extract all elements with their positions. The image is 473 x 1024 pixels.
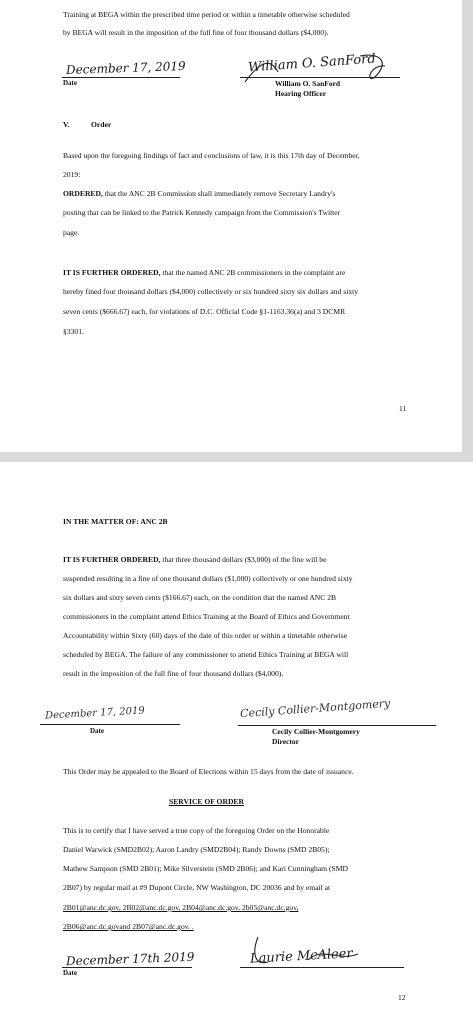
signature-flourish: [248, 932, 378, 972]
handwritten-signature: Laurie McAleer: [249, 946, 354, 967]
body-text-line: §3301.: [63, 327, 84, 336]
handwritten-signature: William O. SanFord: [247, 51, 377, 76]
date-label: Date: [63, 969, 77, 977]
further-lead: IT IS FURTHER ORDERED,: [63, 555, 161, 564]
ordered-text: that the ANC 2B Commission shall immediately remove Secretary Landry's: [102, 189, 336, 198]
body-text-line: page.: [63, 228, 80, 237]
handwritten-date: December 17th 2019: [65, 949, 195, 969]
body-text-line: six dollars and sixty seven cents ($166.67) each, on the condition that the named ANC 2B: [63, 593, 337, 602]
body-text-line: Training at BEGA within the prescribed time period or within a timetable otherwise scheduled: [63, 10, 350, 19]
page-number: 12: [398, 993, 406, 1002]
body-text-line: Accountability within Sixty (60) days of the date of this order or within a timetable otherwise: [63, 631, 348, 640]
handwritten-signature: Cecily Collier-Montgomery: [239, 696, 391, 721]
document-page-12: [0, 462, 473, 1024]
body-text-line: hereby fined four thousand dollars ($4,000) collectively or six hundred sixty six dollars and sixty: [63, 287, 359, 296]
body-text-line: seven cents ($666.67) each, for violations of D.C. Official Code §1-1163.36(a) and 3 DCMR: [63, 307, 346, 316]
document-page-11: [0, 0, 462, 452]
ordered-lead: ORDERED,: [63, 189, 103, 198]
body-text-line: Mathew Sampson (SMD 2B01); Mike Silverstein (SMD 2B06); and Kari Cunningham (SMD: [63, 864, 348, 873]
body-text-line: scheduled by BEGA. The failure of any commissioner to attend Ethics Training at BEGA will: [63, 650, 349, 659]
body-text-line: result in the imposition of the full fine of four thousand dollars ($4,000).: [63, 669, 284, 678]
signature-line: [62, 967, 192, 968]
body-text-line: suspended resulting in a fine of one thousand dollars ($1,000) collectively or one hundred sixty: [63, 574, 353, 583]
matter-header: IN THE MATTER OF: ANC 2B: [63, 517, 168, 526]
service-title: SERVICE OF ORDER: [169, 797, 244, 806]
signature-line: [238, 725, 436, 726]
body-text-line: by BEGA will result in the imposition of the full fine of four thousand dollars ($4,000).: [63, 28, 329, 37]
appeal-notice: This Order may be appealed to the Board of Elections within 15 days from the date of issuance.: [63, 767, 354, 776]
ordered-line: [63, 189, 335, 199]
signature-line: [40, 724, 180, 725]
further-text: that three thousand dollars ($3,000) of the fine will be: [160, 555, 327, 564]
body-text-line: 2019:: [63, 170, 81, 179]
signer-title: Hearing Officer: [275, 89, 327, 98]
body-text-line: posting that can be linked to the Patrick Kennedy campaign from the Commission's Twitter: [63, 208, 341, 217]
body-text-line: This is to certify that I have served a true copy of the foregoing Order on the Honorable: [63, 826, 330, 835]
body-text-line: Daniel Warwick (SMD2B02); Aaron Landry (SMD2B04); Randy Downs (SMD 2B05);: [63, 845, 330, 854]
section-number: V.: [63, 120, 70, 129]
handwritten-date: December 17, 2019: [65, 58, 186, 78]
date-label: Date: [63, 79, 77, 87]
signer-name: William O. SanFord: [275, 79, 341, 88]
further-lead: IT IS FURTHER ORDERED,: [63, 268, 161, 277]
email-list-line: 2B01@anc.dc.gov, 2B02@anc.dc.gov, 2B04@anc.dc.gov, 2b05@anc.dc.gov,: [63, 903, 299, 912]
further-text: that the named ANC 2B commissioners in the complaint are: [160, 268, 346, 277]
director-title: Director: [272, 737, 299, 746]
signature-line: [62, 77, 180, 78]
director-name: Cecily Collier-Montgomery: [272, 727, 360, 736]
body-text-line: 2B07) by regular mail at #9 Dupont Circle, NW Washington, DC 20036 and by email at: [63, 883, 331, 892]
email-list-line: 2B06@anc.dc.govand 2B07@anc.dc.gov. .: [63, 922, 194, 931]
signature-line: [240, 967, 404, 968]
handwritten-date: December 17, 2019: [44, 705, 145, 722]
further-ordered-line: [63, 268, 345, 278]
signature-line: [240, 77, 400, 78]
date-label: Date: [90, 727, 104, 735]
section-title: Order: [91, 120, 112, 129]
body-text-line: commissioners in the complaint attend Ethics Training at the Board of Ethics and Government: [63, 612, 350, 621]
further-ordered-line: [63, 555, 326, 565]
page-number: 11: [399, 404, 407, 413]
body-text-line: Based upon the foregoing findings of fact and conclusions of law, it is this 17th day of December,: [63, 151, 360, 160]
